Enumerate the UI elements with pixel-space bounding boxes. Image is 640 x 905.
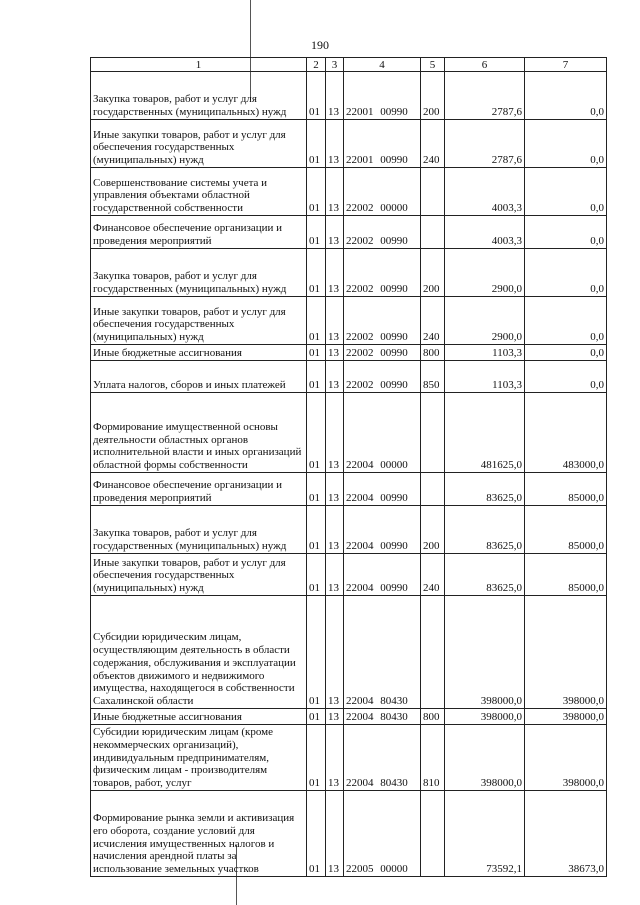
- row-name: Иные бюджетные ассигнования: [91, 345, 307, 361]
- row-expense-type: 240: [421, 120, 445, 168]
- row-amount-year-1: 2787,6: [445, 72, 525, 120]
- row-section: 01: [307, 596, 326, 709]
- row-amount-year-1: 4003,3: [445, 168, 525, 216]
- row-target-code: 22004 80430: [344, 596, 421, 709]
- row-amount-year-2: 0,0: [525, 297, 607, 345]
- row-expense-type: [421, 791, 445, 877]
- row-section: 01: [307, 216, 326, 249]
- row-subsection: 13: [326, 554, 344, 596]
- row-target-code: 22004 00000: [344, 393, 421, 473]
- row-amount-year-1: 398000,0: [445, 709, 525, 725]
- table-row: [91, 168, 607, 216]
- table-row: [91, 345, 607, 361]
- row-name: Финансовое обеспечение организации и проведения мероприятий: [91, 216, 307, 249]
- row-expense-type: 200: [421, 249, 445, 297]
- row-expense-type: 800: [421, 709, 445, 725]
- row-amount-year-2: 0,0: [525, 216, 607, 249]
- row-name: Формирование рынка земли и активизация его оборота, создание условий для исчисления имущественных налогов и начисления арендной платы за использование земельных участков: [91, 791, 307, 877]
- row-target-code: 22004 00990: [344, 506, 421, 554]
- row-amount-year-2: 0,0: [525, 345, 607, 361]
- row-name: Иные закупки товаров, работ и услуг для обеспечения государственных (муниципальных) нужд: [91, 120, 307, 168]
- row-expense-type: [421, 393, 445, 473]
- row-amount-year-2: 0,0: [525, 361, 607, 393]
- row-target-code: 22005 00000: [344, 791, 421, 877]
- row-expense-type: 850: [421, 361, 445, 393]
- row-name: Совершенствование системы учета и управления объектами областной государственной собственности: [91, 168, 307, 216]
- row-amount-year-2: 38673,0: [525, 791, 607, 877]
- row-amount-year-2: 398000,0: [525, 709, 607, 725]
- column-header: 5: [421, 58, 445, 72]
- row-amount-year-2: 398000,0: [525, 725, 607, 791]
- row-expense-type: 240: [421, 297, 445, 345]
- row-expense-type: [421, 168, 445, 216]
- row-name: Иные закупки товаров, работ и услуг для обеспечения государственных (муниципальных) нужд: [91, 554, 307, 596]
- row-target-code: 22002 00990: [344, 216, 421, 249]
- row-subsection: 13: [326, 361, 344, 393]
- row-subsection: 13: [326, 120, 344, 168]
- row-subsection: 13: [326, 345, 344, 361]
- row-name: Финансовое обеспечение организации и проведения мероприятий: [91, 473, 307, 506]
- row-subsection: 13: [326, 725, 344, 791]
- row-name: Субсидии юридическим лицам, осуществляющим деятельность в области содержания, обслуживания и эксплуатации объектов движимого и недвижимого имущества, находящегося в собственности Сахалинской области: [91, 596, 307, 709]
- row-expense-type: [421, 596, 445, 709]
- row-subsection: 13: [326, 596, 344, 709]
- row-subsection: 13: [326, 72, 344, 120]
- row-expense-type: 200: [421, 72, 445, 120]
- row-name: Закупка товаров, работ и услуг для государственных (муниципальных) нужд: [91, 506, 307, 554]
- row-target-code: 22002 00990: [344, 249, 421, 297]
- column-header: 6: [445, 58, 525, 72]
- row-section: 01: [307, 506, 326, 554]
- row-name: Закупка товаров, работ и услуг для государственных (муниципальных) нужд: [91, 249, 307, 297]
- row-target-code: 22002 00000: [344, 168, 421, 216]
- row-target-code: 22004 00990: [344, 473, 421, 506]
- table-row: [91, 249, 607, 297]
- row-expense-type: [421, 216, 445, 249]
- row-subsection: 13: [326, 297, 344, 345]
- row-section: 01: [307, 361, 326, 393]
- column-header: 3: [326, 58, 344, 72]
- row-amount-year-1: 481625,0: [445, 393, 525, 473]
- row-section: 01: [307, 725, 326, 791]
- table-row: [91, 506, 607, 554]
- row-name: Уплата налогов, сборов и иных платежей: [91, 361, 307, 393]
- row-name: Формирование имущественной основы деятельности областных органов исполнительной власти и иных организаций областной формы собственности: [91, 393, 307, 473]
- row-subsection: 13: [326, 393, 344, 473]
- table-row: [91, 72, 607, 120]
- row-subsection: 13: [326, 791, 344, 877]
- row-amount-year-1: 73592,1: [445, 791, 525, 877]
- table-row: [91, 709, 607, 725]
- table-row: [91, 216, 607, 249]
- table-row: [91, 725, 607, 791]
- row-section: 01: [307, 249, 326, 297]
- table-row: [91, 393, 607, 473]
- row-amount-year-1: 1103,3: [445, 345, 525, 361]
- row-amount-year-1: 2900,0: [445, 249, 525, 297]
- row-target-code: 22004 00990: [344, 554, 421, 596]
- row-subsection: 13: [326, 709, 344, 725]
- table-body: [91, 72, 607, 877]
- row-target-code: 22001 00990: [344, 120, 421, 168]
- row-section: 01: [307, 120, 326, 168]
- page-number: 190: [311, 38, 329, 52]
- row-amount-year-2: 398000,0: [525, 596, 607, 709]
- column-header: 4: [344, 58, 421, 72]
- row-target-code: 22002 00990: [344, 297, 421, 345]
- row-amount-year-2: 85000,0: [525, 473, 607, 506]
- table-row: [91, 361, 607, 393]
- row-target-code: 22002 00990: [344, 345, 421, 361]
- row-amount-year-1: 1103,3: [445, 361, 525, 393]
- row-amount-year-2: 0,0: [525, 249, 607, 297]
- row-section: 01: [307, 393, 326, 473]
- row-section: 01: [307, 72, 326, 120]
- table-row: [91, 473, 607, 506]
- row-amount-year-1: 2787,6: [445, 120, 525, 168]
- row-expense-type: 800: [421, 345, 445, 361]
- row-name: Иные бюджетные ассигнования: [91, 709, 307, 725]
- table-header-row: [91, 58, 607, 72]
- column-header: 7: [525, 58, 607, 72]
- column-header: 1: [91, 58, 307, 72]
- row-subsection: 13: [326, 168, 344, 216]
- row-amount-year-1: 83625,0: [445, 473, 525, 506]
- row-amount-year-2: 483000,0: [525, 393, 607, 473]
- row-subsection: 13: [326, 216, 344, 249]
- row-target-code: 22004 80430: [344, 725, 421, 791]
- row-section: 01: [307, 554, 326, 596]
- row-section: 01: [307, 709, 326, 725]
- column-header: 2: [307, 58, 326, 72]
- table-row: [91, 791, 607, 877]
- row-amount-year-2: 0,0: [525, 120, 607, 168]
- row-subsection: 13: [326, 473, 344, 506]
- row-amount-year-1: 398000,0: [445, 596, 525, 709]
- row-amount-year-1: 83625,0: [445, 554, 525, 596]
- row-amount-year-2: 0,0: [525, 72, 607, 120]
- table-row: [91, 596, 607, 709]
- budget-table: [90, 57, 607, 877]
- row-amount-year-1: 2900,0: [445, 297, 525, 345]
- row-section: 01: [307, 168, 326, 216]
- row-expense-type: 200: [421, 506, 445, 554]
- row-amount-year-2: 85000,0: [525, 506, 607, 554]
- row-expense-type: 240: [421, 554, 445, 596]
- row-name: Иные закупки товаров, работ и услуг для обеспечения государственных (муниципальных) нужд: [91, 297, 307, 345]
- table-row: [91, 120, 607, 168]
- row-target-code: 22004 80430: [344, 709, 421, 725]
- row-amount-year-1: 4003,3: [445, 216, 525, 249]
- table-row: [91, 554, 607, 596]
- row-section: 01: [307, 791, 326, 877]
- row-name: Закупка товаров, работ и услуг для государственных (муниципальных) нужд: [91, 72, 307, 120]
- row-amount-year-1: 398000,0: [445, 725, 525, 791]
- table-row: [91, 297, 607, 345]
- row-section: 01: [307, 473, 326, 506]
- row-amount-year-1: 83625,0: [445, 506, 525, 554]
- row-name: Субсидии юридическим лицам (кроме некоммерческих организаций), индивидуальным предпринимателям, физическим лицам - производителям товаров, работ, услуг: [91, 725, 307, 791]
- row-amount-year-2: 85000,0: [525, 554, 607, 596]
- row-expense-type: [421, 473, 445, 506]
- row-target-code: 22002 00990: [344, 361, 421, 393]
- row-section: 01: [307, 297, 326, 345]
- row-section: 01: [307, 345, 326, 361]
- row-amount-year-2: 0,0: [525, 168, 607, 216]
- row-expense-type: 810: [421, 725, 445, 791]
- row-target-code: 22001 00990: [344, 72, 421, 120]
- row-subsection: 13: [326, 249, 344, 297]
- row-subsection: 13: [326, 506, 344, 554]
